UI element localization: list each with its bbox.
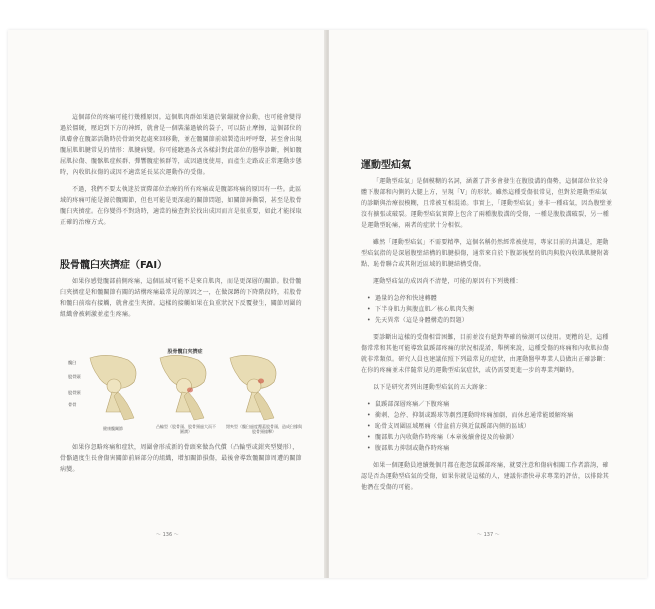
list-item: • 過量的急停和快速轉體	[367, 293, 613, 304]
list-item: • 下半身肌力與腹直肌／核心肌肉失衡	[367, 304, 613, 315]
paragraph: 以下是研究者列出運動型疝氣的五大跡象：	[373, 384, 491, 391]
figure-label: 股骨頸	[68, 390, 81, 395]
paragraph: 不過，我們不要太執迷於實際部位治療的所有疼痛或是髖部疼痛的原因有一些。此區域的疼痛可能是源於髖關節，但也可能是更深處的關節問題，如關節唇撕裂，甚至是股骨髖臼夾擠症。在你變得不對勁時，適當的檢查對於找出成因而言是很重要，如此才能採取正確的治療方式。	[60, 186, 302, 226]
list-item: • 恥骨支周圍區域壓痛（骨盆前方與近鼠蹊部內側的區域）	[367, 421, 613, 432]
figure-label: 髖臼	[68, 360, 77, 365]
paragraph: 運動型疝氣的成因尚不清楚，可能的原因有下列幾種：	[373, 278, 522, 285]
paragraph: 要診斷出這樣的受傷相當困難，目前並沒有絕對準確的檢測可以使用。更糟的是，這種傷常常和其他可能導致鼠蹊部疼痛的狀況相混淆，舉例來說，這種受傷的疼痛和內收肌拉傷就非常類似。研究人員也建議依照下列最常見的症狀，由運動醫學專業人員做出正確診斷：在你的疼痛並未伴隨常見的運動型疝氣症狀，或仍需要更進一步的專業判斷時。	[361, 334, 610, 374]
list-item: • 鼠蹊部深層疼痛／下腹疼痛	[367, 399, 613, 410]
hip-bones-illustration	[68, 348, 302, 436]
list-item: • 髖部肌力內收動作時疼痛（本章後續會提及的檢測）	[367, 432, 613, 443]
list-item: • 先天異常（這是身體構造的問題）	[367, 315, 613, 326]
fai-after-text	[60, 442, 302, 481]
section-title-sports-hernia: 運動型疝氣	[361, 160, 411, 171]
figure-caption: 凸輪型（股骨頭、股骨頸過大而不圓潤）	[156, 424, 216, 434]
left-body-text	[60, 112, 302, 234]
figure-label: 骨骨	[68, 402, 77, 407]
figure-caption: 鉗夾型（髖臼過度覆蓋股骨頭，造成臼緣與股骨頸撞擊）	[226, 424, 302, 434]
section-title-fai: 股骨髖臼夾擠症（FAI）	[60, 260, 168, 271]
fai-intro-text	[60, 276, 302, 326]
healthy-hip-drawing	[90, 355, 136, 420]
figure-caption: 健康髖關節	[103, 426, 123, 431]
cam-type-drawing	[160, 355, 206, 420]
signs-list	[367, 399, 613, 454]
right-body-text	[361, 176, 613, 499]
paragraph: 雖然「運動型疝氣」不需要精準，這個名稱仍然經常被使用，專家目前的共識是，運動型疝氣指的是深層腹壁結構的肌腱損傷，通常來自於下腹部後壁的肌肉與股內收肌肌腱附著點、恥骨聯合或其附近區域的肌腱結構受傷。	[361, 239, 610, 268]
paragraph: 這個部位的疼痛可能行幾種原因。這個肌肉群如果過於緊繃就會拉動，也可能會變得過於僵硬，壓迫到下方的神經，就會是一個裝滿過敏的袋子，可以防止摩擦，這個部位的肌膚會在髖部活動時於骨頭突起處來回移動，並在髖關節前端製造出呼呼聲，甚至會出現髖屈肌肌腱常見的情形：肌腱病變。你可能聽過各式各樣針對此部位的醫學診斷，例如髖屈肌拉傷、髖髂肌症候群、彈響髖症候群等，或因過度使用，而產生走路或正常運動步態時，內收肌拉傷的或因不適當延長某次運動作的受傷。	[60, 114, 302, 176]
paragraph: 如果你忽略疼痛和症狀，周圍會形成新的骨頭來做為代償（凸輪型或鉗夾型變形），骨骼過度生長會傷害關節前唇部分的組織，增加關節損傷，最後會導致髖關節周遭的關節病變。	[60, 444, 302, 473]
causes-list	[367, 293, 613, 326]
book-spread	[8, 30, 647, 578]
page-number-right: ～ 137 ～	[477, 532, 500, 538]
paragraph: 如果你感覺髖部前側疼痛，這個區域可能不是來自肌肉，而是更深層的關節。股骨髖臼夾擠症是和髖關節有關的結構疼痛最常見的原因之一，在做深蹲的下降階段時，若股骨和髖臼前端有接觸，就會產生夾擠。這樣的接觸如果在負重狀況下反覆發生，關節周圍的組織會被刺激並產生疼痛。	[60, 278, 302, 318]
page-number-left: ～ 136 ～	[156, 532, 179, 538]
pincer-type-drawing	[230, 355, 276, 420]
hip-impingement-figure	[68, 348, 302, 436]
figure-title: 股骨髖臼夾擠症	[167, 349, 203, 355]
paragraph: 「運動型疝氣」是個模糊的名詞，涵蓋了許多會發生在腹股溝的傷勢，這個部位位於身體下腹部和內側的大腿上方，呈現「V」的形狀。雖然這種受傷很常見，但對於運動型疝氣的診斷與治療很模糊，且常被互相混淆。事實上，「運動型疝氣」並非一種疝氣，因為腹壁並沒有擴張或破裂。運動型疝氣實際上包含了兩種腹股溝的受傷，一種是腹股溝破裂，另一種是運動型恥痛，兩者的症狀十分相似。	[361, 178, 613, 229]
right-page	[329, 30, 647, 578]
list-item: • 衝刺、急停、抑制或踢球等劇烈運動時疼痛加劇，而休息通常能緩解疼痛	[367, 410, 613, 421]
figure-label: 股骨頭	[68, 374, 81, 379]
list-item: • 腹部肌力抑制或動作時疼痛	[367, 443, 613, 454]
paragraph: 如果一個運動員連續幾個月都在抱怨鼠蹊部疼痛，就要注意和傷病相關工作者諮詢，確認是否為運動型疝氣的受傷，如果你就是這樣的人，建議你盡快尋求專業的評估，以排除其他潛在受傷的可能。	[361, 462, 610, 491]
left-page	[8, 30, 326, 578]
